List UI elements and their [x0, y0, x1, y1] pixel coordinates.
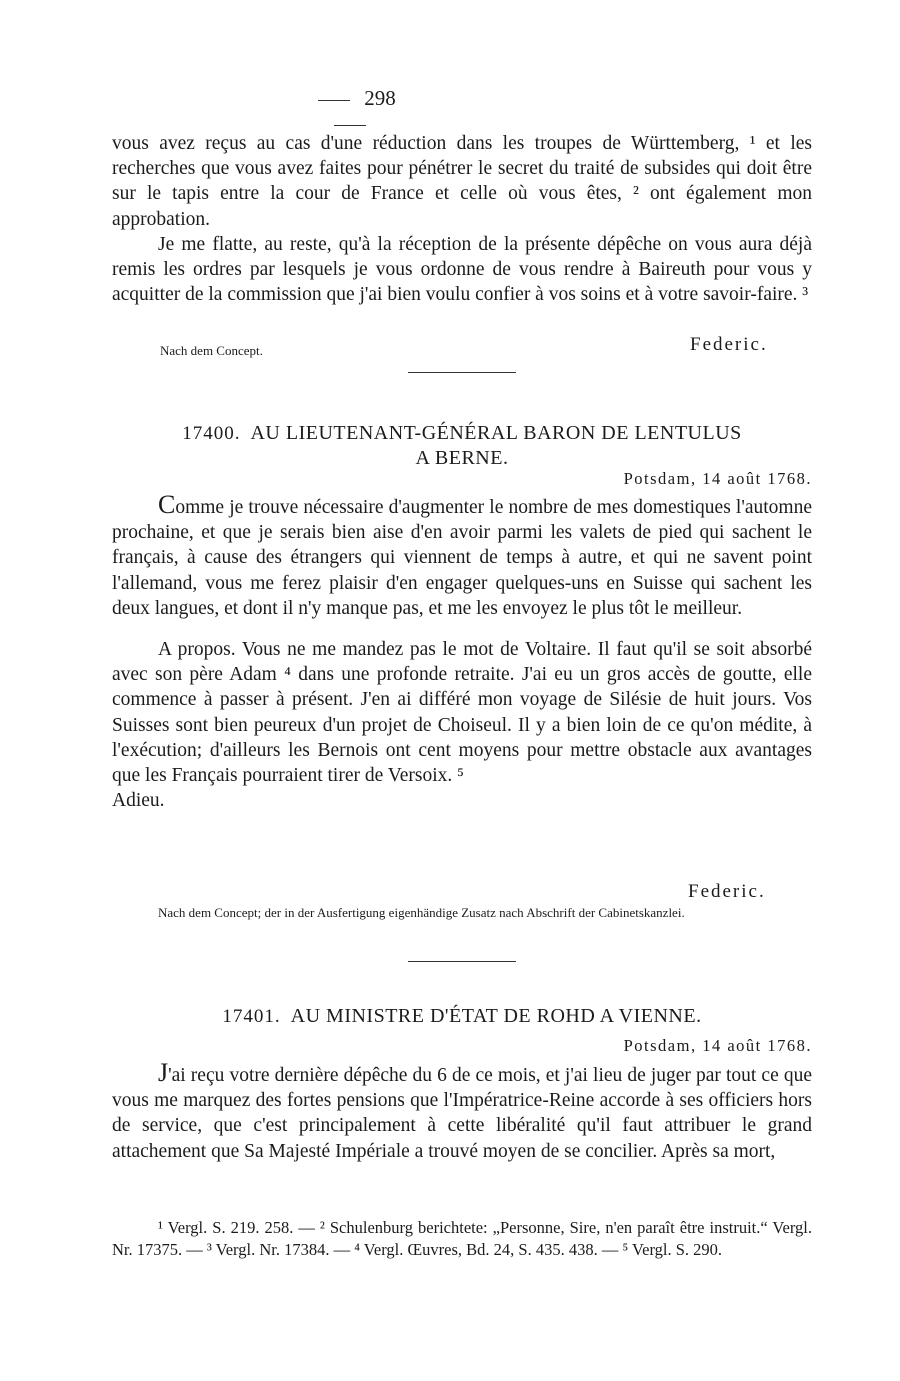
continuation-paragraph-2: Je me flatte, au reste, qu'à la réception de la présente dépêche on vous aura déjà remis les ordres par lesquels je vous ordonne de vous rendre à Baireuth pour vous y acquitter de la commission que j'ai bien voulu confier à vos soins et à votre savoir-faire. ³: [112, 233, 812, 306]
letter-17401-heading-text: AU MINISTRE D'ÉTAT DE ROHD A VIENNE.: [290, 1005, 702, 1027]
letter-17401-paragraph-1-text: 'ai reçu votre dernière dépêche du 6 de ce mois, et j'ai lieu de juger par tout ce que vous me marquez des fortes pensions que l'Impératrice-Reine accorde à ses officiers hors de service, que c'est principalement à cette libéralité qu'il faut attribuer le grand attachement que Sa Majesté Impériale a trouvé moyen de se concilier. Après sa mort,: [112, 1065, 812, 1162]
continuation-text: [112, 131, 812, 307]
letter-17400-signature: Federic.: [688, 881, 766, 902]
letter-17400-paragraph-1: [112, 490, 812, 621]
letter-17400-dateline: Potsdam, 14 août 1768.: [623, 469, 812, 488]
page-number: [280, 86, 420, 136]
letter-17400-heading: [112, 421, 812, 471]
letter-17401-dateline: Potsdam, 14 août 1768.: [623, 1036, 812, 1055]
letter-17400-initial: C: [158, 490, 176, 519]
letter-17400-body: [112, 490, 812, 813]
letter-17401-heading: [112, 1004, 812, 1029]
letter-17400-paragraph-2: A propos. Vous ne me mandez pas le mot de Voltaire. Il faut qu'il se soit absorbé avec son père Adam ⁴ dans une profonde retraite. J'ai eu un gros accès de goutte, elle commence à passer à présent. J'en ai différé mon voyage de Silésie de huit jours. Vos Suisses sont bien peureux d'un projet de Choiseul. Il y a bien loin de ce qu'on médite, à l'exécution; d'ailleurs les Bernois ont cent moyens pour mettre obstacle aux avantages que les Français pourraient tirer de Versoix. ⁵: [112, 639, 812, 787]
letter-17401-paragraph-1: [112, 1058, 812, 1164]
page-number-dash-left: [318, 100, 350, 101]
letter-17400-adieu: Adieu.: [112, 790, 165, 812]
letter-17400-heading-line2: A BERNE.: [415, 447, 509, 469]
continuation-source-note: Nach dem Concept.: [160, 343, 263, 358]
continuation-signature: Federic.: [690, 334, 768, 355]
letter-17401-body: [112, 1058, 812, 1164]
letter-17401-number: 17401.: [222, 1006, 281, 1027]
page-number-text: 298: [364, 86, 396, 110]
page-number-dash-right: [334, 125, 366, 126]
section-divider-2: [408, 961, 516, 962]
letter-17400-source-note: Nach dem Concept; der in der Ausfertigung eigenhändige Zusatz nach Abschrift der Cabinetskanzlei.: [158, 905, 685, 920]
footnotes: ¹ Vergl. S. 219. 258. — ² Schulenburg berichtete: „Personne, Sire, n'en paraît être instruit.“ Vergl. Nr. 17375. — ³ Vergl. Nr. 17384. — ⁴ Vergl. Œuvres, Bd. 24, S. 435. 438. — ⁵ Vergl. S. 290.: [112, 1218, 812, 1259]
letter-17401-initial: J: [158, 1058, 169, 1087]
section-divider-1: [408, 372, 516, 373]
continuation-paragraph-1: vous avez reçus au cas d'une réduction dans les troupes de Württemberg, ¹ et les recherches que vous avez faites pour pénétrer le secret du traité de subsides qui doit être sur le tapis entre la cour de France et celle où vous êtes, ² ont également mon approbation.: [112, 133, 812, 230]
letter-17400-number: 17400.: [182, 423, 241, 444]
letter-17400-heading-line1: AU LIEUTENANT-GÉNÉRAL BARON DE LENTULUS: [250, 422, 742, 444]
letter-17400-paragraph-1-text: omme je trouve nécessaire d'augmenter le nombre de mes domestiques l'automne prochaine, et que je serais bien aise d'en avoir parmi les valets de pied qui sachent le français, à cause des étrangers qui viennent de temps à autre, et qui ne savent point l'allemand, vous me ferez plaisir d'en engager quelques-uns en Suisse qui sachent les deux langues, et dont il n'y manque pas, et me les envoyez le plus tôt le meilleur.: [112, 497, 812, 619]
